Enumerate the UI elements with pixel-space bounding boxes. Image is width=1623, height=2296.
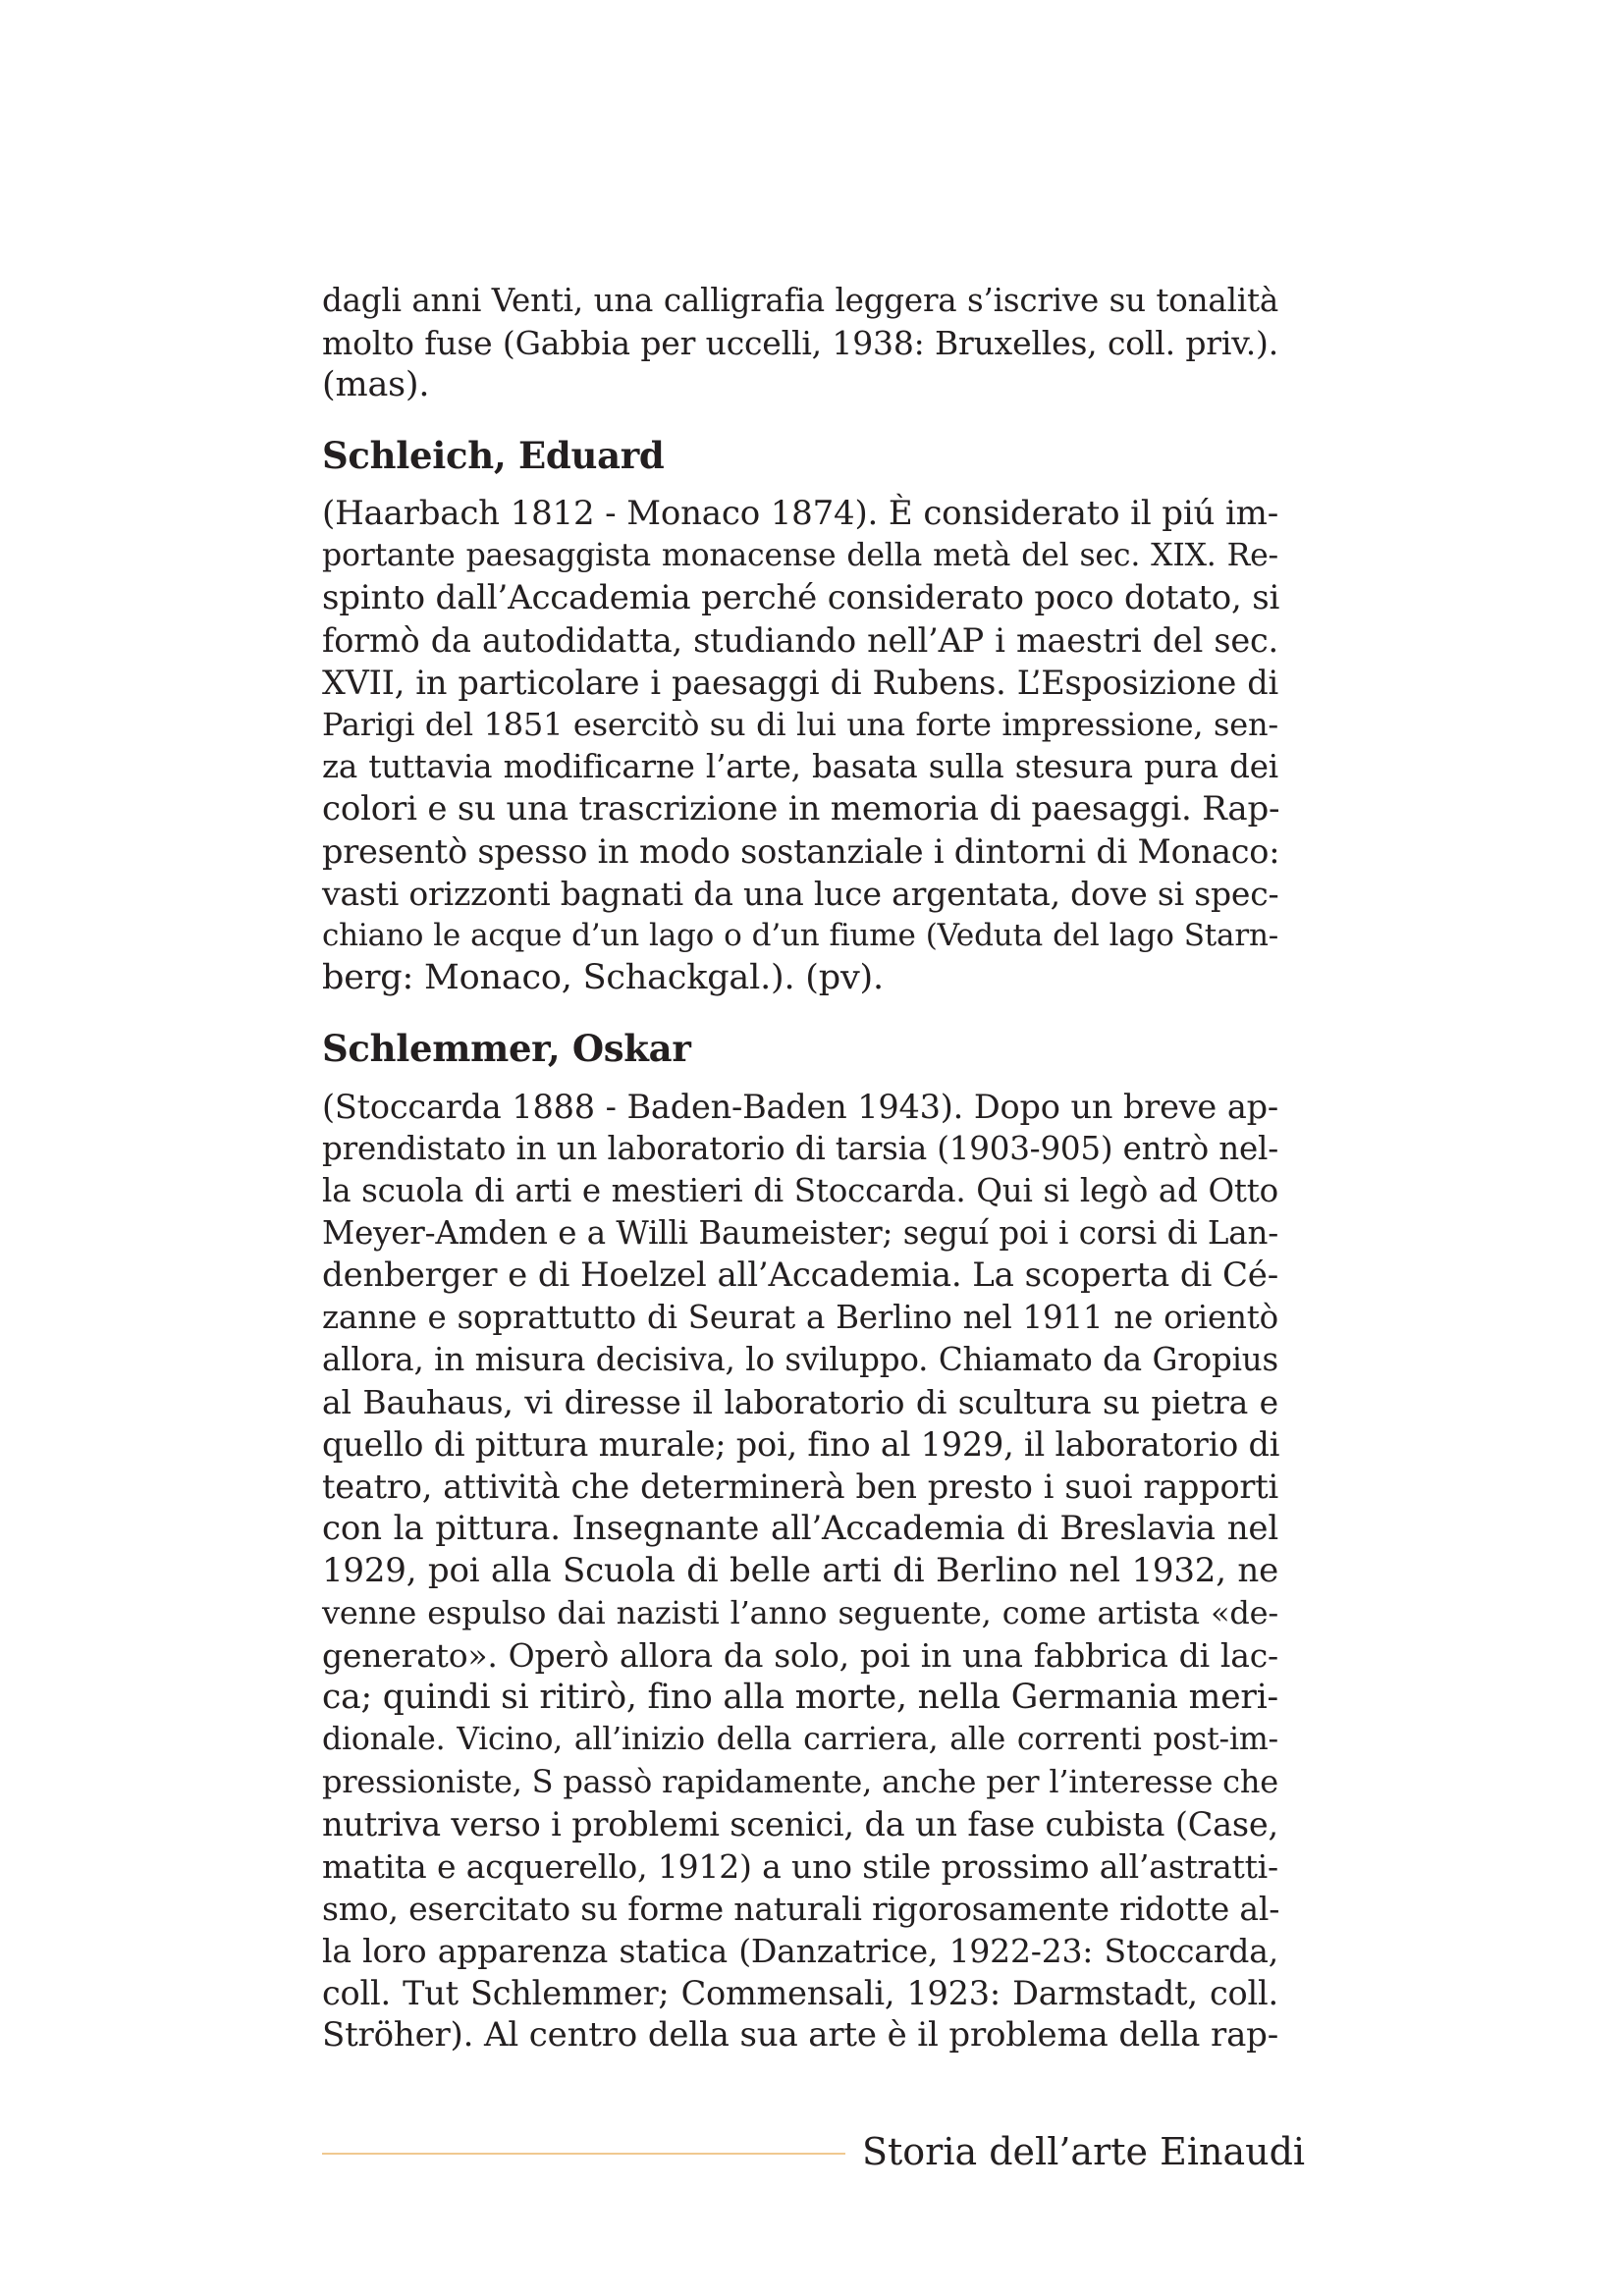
entry-line: 1929, poi alla Scuola di belle arti di Berlino nel 1932, ne [322,1551,1278,1590]
entry-line: la scuola di arti e mestieri di Stoccarda. Qui si legò ad Otto [322,1172,1278,1209]
entry-line: vasti orizzonti bagnati da una luce argentata, dove si spec- [322,875,1279,913]
entry-line: XVII, in particolare i paesaggi di Rubens. L’Esposizione di [322,664,1278,702]
entry-line: (Haarbach 1812 - Monaco 1874). È considerato il piú im- [322,494,1278,533]
entry-heading-schlemmer: Schlemmer, Oskar [322,1027,691,1070]
entry-line: Ströher). Al centro della sua arte è il problema della rap- [322,2015,1278,2055]
entry-line: teatro, attività che determinerà ben presto i suoi rapporti [322,1468,1278,1506]
entry-line: colori e su una trascrizione in memoria di paesaggi. Rap- [322,789,1280,828]
entry-line: venne espulso dai nazisti l’anno seguente, come artista «de- [322,1594,1278,1631]
footer-title: Storia dell’arte Einaudi [862,2130,1306,2173]
entry-line: al Bauhaus, vi diresse il laboratorio di scultura su pietra e [322,1383,1278,1421]
entry-heading-schleich: Schleich, Eduard [322,434,665,477]
entry-line: nutriva verso i problemi scenici, da un fase cubista (Case, [322,1805,1278,1843]
entry-line: Parigi del 1851 esercitò su di lui una forte impressione, sen- [322,706,1278,743]
intro-line: molto fuse (Gabbia per uccelli, 1938: Bruxelles, coll. priv.). [322,324,1278,362]
entry-line: con la pittura. Insegnante all’Accademia di Breslavia nel [322,1509,1278,1548]
entry-line: generato». Operò allora da solo, poi in una fabbrica di lac- [322,1636,1278,1675]
entry-line: matita e acquerello, 1912) a uno stile prossimo all’astratti- [322,1847,1278,1886]
entry-line: zanne e soprattutto di Seurat a Berlino nel 1911 ne orientò [322,1299,1278,1336]
entry-line: coll. Tut Schlemmer; Commensali, 1923: Darmstadt, coll. [322,1974,1278,2012]
entry-line: dionale. Vicino, all’inizio della carriera, alle correnti post-im- [322,1722,1278,1757]
entry-line: ca; quindi si ritirò, fino alla morte, nella Germania meri- [322,1678,1278,1717]
entry-line: presentò spesso in modo sostanziale i dintorni di Monaco: [322,832,1280,871]
entry-line: pressioniste, S passò rapidamente, anche per l’interesse che [322,1763,1279,1800]
entry-line: chiano le acque d’un lago o d’un fiume (Veduta del lago Starn- [322,918,1278,953]
entry-line: berg: Monaco, Schackgal.). (pv). [322,958,884,997]
entry-line: allora, in misura decisiva, lo sviluppo. Chiamato da Gropius [322,1341,1278,1378]
entry-line: formò da autodidatta, studiando nell’AP i maestri del sec. [322,621,1278,660]
entry-line: la loro apparenza statica (Danzatrice, 1922-23: Stoccarda, [322,1932,1278,1970]
entry-line: quello di pittura murale; poi, fino al 1929, il laboratorio di [322,1425,1280,1464]
entry-line: za tuttavia modificarne l’arte, basata sulla stesura pura dei [322,748,1278,785]
entry-line: (Stoccarda 1888 - Baden-Baden 1943). Dopo un breve ap- [322,1088,1278,1126]
entry-line: smo, esercitato su forme naturali rigorosamente ridotte al- [322,1890,1280,1928]
footer-rule [322,2153,845,2155]
entry-line: Meyer-Amden e a Willi Baumeister; seguí poi i corsi di Lan- [322,1214,1278,1252]
entry-line: prendistato in un laboratorio di tarsia (1903-905) entrò nel- [322,1130,1278,1167]
entry-line: spinto dall’Accademia perché considerato poco dotato, si [322,578,1280,617]
entry-line: portante paesaggista monacense della metà del sec. XIX. Re- [322,538,1278,573]
intro-line: dagli anni Venti, una calligrafia leggera s’iscrive su tonalità [322,282,1278,319]
entry-line: denberger e di Hoelzel all’Accademia. La scoperta di Cé- [322,1255,1278,1295]
intro-line: (mas). [322,365,430,404]
